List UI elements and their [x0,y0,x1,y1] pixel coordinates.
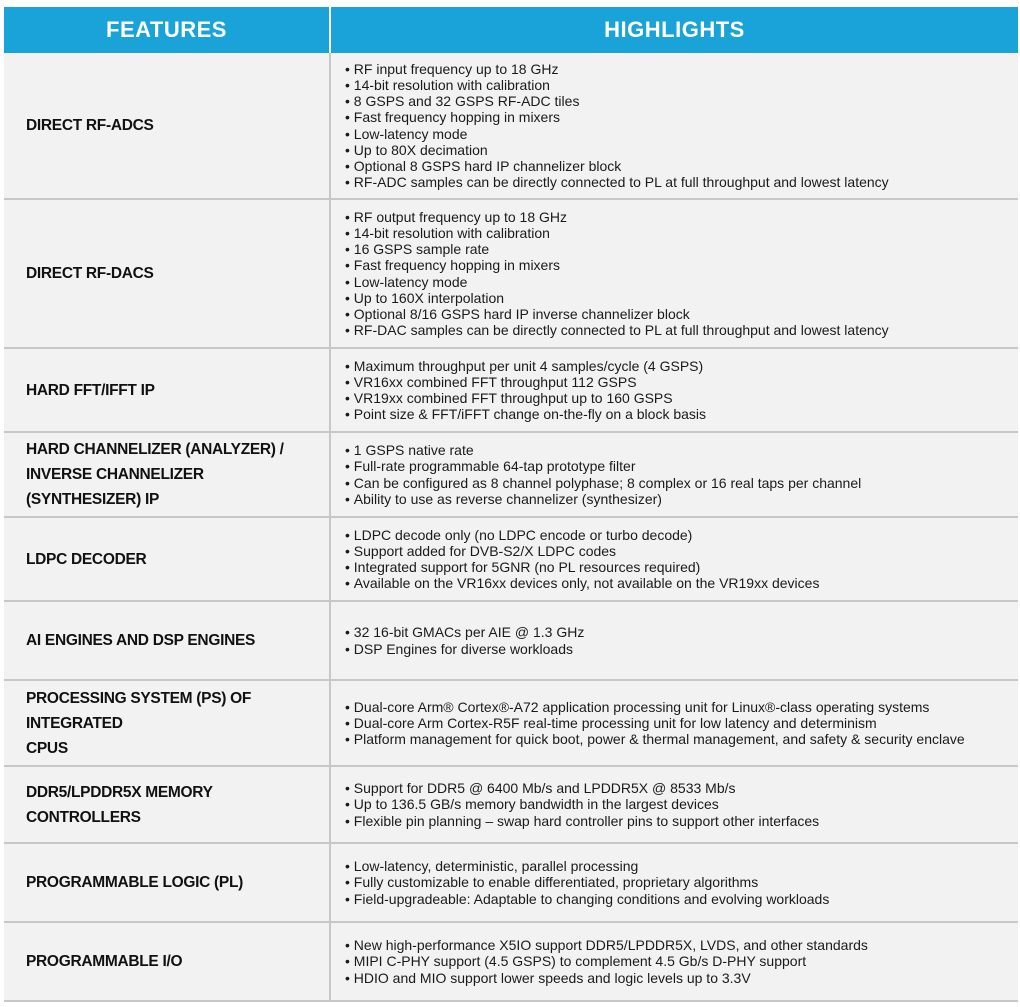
highlight-item: • LDPC decode only (no LDPC encode or turbo decode) [345,527,1014,543]
highlight-item: • 32 16-bit GMACs per AIE @ 1.3 GHz [345,624,1014,640]
table-row [4,766,1018,843]
highlight-item: • Optional 8 GSPS hard IP channelizer block [345,158,1014,174]
highlights-cell [330,432,1018,517]
highlight-item: • Optional 8/16 GSPS hard IP inverse channelizer block [345,306,1014,322]
highlights-cell [330,843,1018,922]
highlight-item: • RF output frequency up to 18 GHz [345,209,1014,225]
highlight-item: • Ability to use as reverse channelizer (synthesizer) [345,491,1014,507]
highlights-list [345,780,1014,829]
feature-name [4,680,330,766]
highlight-item: • VR16xx combined FFT throughput 112 GSPS [345,374,1014,390]
highlights-list [345,624,1014,656]
table-row [4,53,1018,199]
highlight-item: • Full-rate programmable 64-tap prototype filter [345,458,1014,474]
highlights-header: HIGHLIGHTS [330,7,1018,53]
highlights-cell [330,680,1018,766]
feature-name: DDR5/LPDDR5X MEMORY CONTROLLERS [4,766,330,843]
highlights-list [345,699,1014,748]
feature-name: LDPC DECODER [4,517,330,601]
highlight-item: • Up to 80X decimation [345,142,1014,158]
feature-name-line: CPUS [26,739,68,757]
highlight-item: • VR19xx combined FFT throughput up to 160 GSPS [345,390,1014,406]
highlight-item: • Support added for DVB-S2/X LDPC codes [345,543,1014,559]
highlight-item: • Point size & FFT/iFFT change on-the-fly on a block basis [345,406,1014,422]
feature-name-line: INVERSE CHANNELIZER (SYNTHESIZER) IP [26,466,204,508]
highlight-item: • Can be configured as 8 channel polyphase; 8 complex or 16 real taps per channel [345,475,1014,491]
table-row [4,922,1018,1001]
highlight-item: • Fast frequency hopping in mixers [345,257,1014,273]
highlight-item: • Fully customizable to enable differentiated, proprietary algorithms [345,874,1014,890]
feature-name: HARD FFT/IFFT IP [4,348,330,432]
highlights-list [345,358,1014,423]
table-row [4,680,1018,766]
feature-name: DIRECT RF-DACS [4,199,330,348]
highlights-list [345,527,1014,592]
feature-name: AI ENGINES AND DSP ENGINES [4,601,330,680]
highlights-cell [330,53,1018,199]
feature-name: DIRECT RF-ADCS [4,53,330,199]
highlights-cell [330,922,1018,1001]
highlight-item: • Integrated support for 5GNR (no PL resources required) [345,559,1014,575]
highlights-cell [330,517,1018,601]
highlight-item: • RF-ADC samples can be directly connected to PL at full throughput and lowest latency [345,174,1014,190]
highlight-item: • Dual-core Arm Cortex-R5F real-time processing unit for low latency and determinism [345,715,1014,731]
table-row [4,517,1018,601]
highlight-item: • Up to 136.5 GB/s memory bandwidth in the largest devices [345,796,1014,812]
highlight-item: • 8 GSPS and 32 GSPS RF-ADC tiles [345,93,1014,109]
highlight-item: • 14-bit resolution with calibration [345,225,1014,241]
table-row [4,199,1018,348]
highlights-cell [330,199,1018,348]
highlight-item: • Fast frequency hopping in mixers [345,109,1014,125]
highlights-list [345,937,1014,986]
feature-name [4,432,330,517]
feature-name-line: HARD CHANNELIZER (ANALYZER) / [26,441,284,458]
highlight-item: • Support for DDR5 @ 6400 Mb/s and LPDDR5X @ 8533 Mb/s [345,780,1014,796]
highlight-item: • Up to 160X interpolation [345,290,1014,306]
highlight-item: • 16 GSPS sample rate [345,241,1014,257]
highlights-cell [330,601,1018,680]
highlight-item: • Flexible pin planning – swap hard controller pins to support other interfaces [345,813,1014,829]
highlight-item: • Platform management for quick boot, power & thermal management, and safety & security enclave [345,731,1014,747]
table-row [4,432,1018,517]
highlight-item: • MIPI C-PHY support (4.5 GSPS) to complement 4.5 Gb/s D-PHY support [345,953,1014,969]
table-row [4,843,1018,922]
highlight-item: • Low-latency, deterministic, parallel processing [345,858,1014,874]
features-table-container [4,7,1018,1002]
highlight-item: • Low-latency mode [345,274,1014,290]
highlight-item: • Field-upgradeable: Adaptable to changing conditions and evolving workloads [345,891,1014,907]
highlights-list [345,442,1014,507]
highlight-item: • Maximum throughput per unit 4 samples/cycle (4 GSPS) [345,358,1014,374]
highlights-list [345,61,1014,191]
highlights-cell [330,348,1018,432]
highlight-item: • Available on the VR16xx devices only, not available on the VR19xx devices [345,575,1014,591]
features-table [4,7,1018,1002]
feature-name: PROGRAMMABLE LOGIC (PL) [4,843,330,922]
header-row [4,7,1018,53]
highlight-item: • HDIO and MIO support lower speeds and logic levels up to 3.3V [345,970,1014,986]
feature-name-line: PROCESSING SYSTEM (PS) OF INTEGRATED [26,689,252,732]
features-header: FEATURES [4,7,330,53]
highlight-item: • RF-DAC samples can be directly connected to PL at full throughput and lowest latency [345,322,1014,338]
highlights-list [345,209,1014,339]
table-row [4,348,1018,432]
table-row [4,601,1018,680]
highlight-item: • 1 GSPS native rate [345,442,1014,458]
highlights-cell [330,766,1018,843]
highlight-item: • Dual-core Arm® Cortex®-A72 application processing unit for Linux®-class operating systems [345,699,1014,715]
highlight-item: • New high-performance X5IO support DDR5/LPDDR5X, LVDS, and other standards [345,937,1014,953]
highlight-item: • Low-latency mode [345,126,1014,142]
highlight-item: • RF input frequency up to 18 GHz [345,61,1014,77]
highlights-list [345,858,1014,907]
feature-name: PROGRAMMABLE I/O [4,922,330,1001]
highlight-item: • 14-bit resolution with calibration [345,77,1014,93]
highlight-item: • DSP Engines for diverse workloads [345,641,1014,657]
